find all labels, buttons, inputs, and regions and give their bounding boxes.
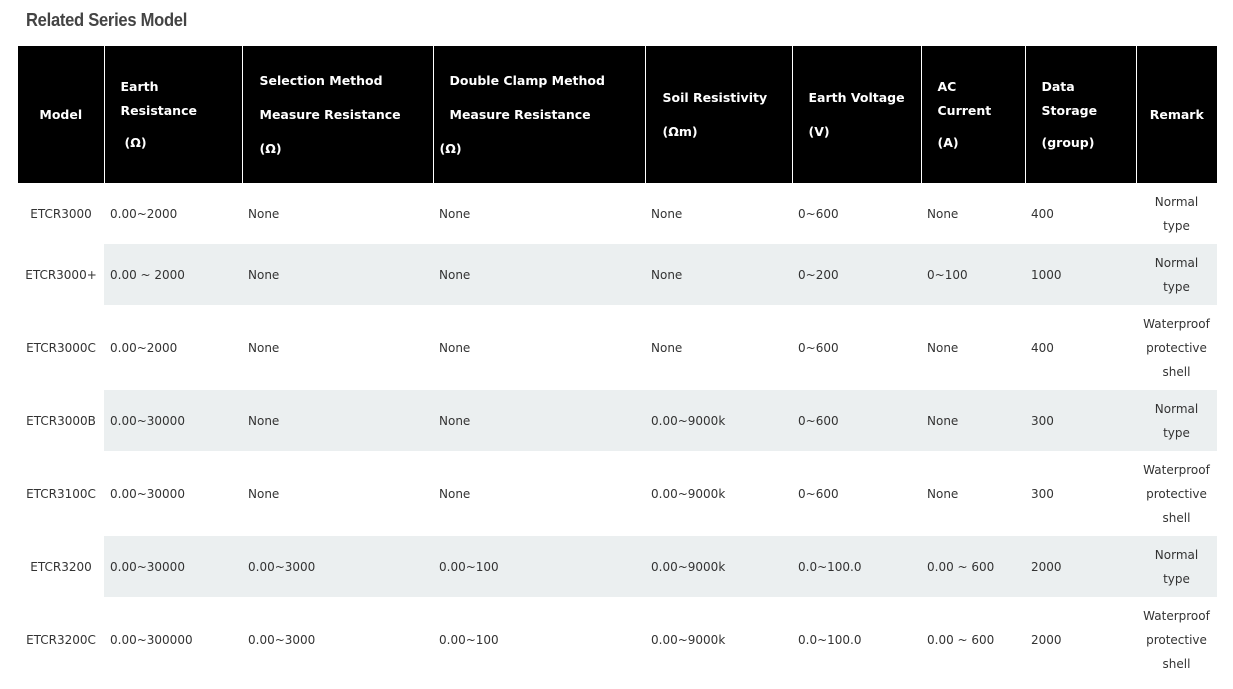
remark-line: shell (1162, 510, 1191, 525)
remark-line: shell (1162, 656, 1191, 671)
cell-model: ETCR3200C (26, 632, 96, 647)
cell-ac-current: None (927, 340, 959, 355)
cell-earth-voltage: 0~600 (798, 340, 839, 355)
cell-model: ETCR3000B (18, 390, 104, 451)
header-double-clamp (433, 46, 645, 183)
cell-earth-voltage: 0.0~100.0 (798, 632, 862, 647)
cell-selection-method: 0.00~3000 (242, 536, 433, 597)
cell-double-clamp: None (433, 390, 645, 451)
header-earth-resistance (104, 46, 242, 183)
header-unit: (Ω) (439, 140, 462, 156)
table-row (18, 536, 1217, 597)
cell-earth-resistance: 0.00~30000 (110, 486, 185, 501)
cell-double-clamp: None (439, 340, 471, 355)
cell-earth-voltage: 0~600 (792, 390, 921, 451)
table-row (18, 183, 1217, 244)
cell-ac-current: None (927, 206, 959, 221)
cell-remark (1136, 183, 1217, 244)
cell-selection-method: None (248, 206, 280, 221)
table-body (18, 183, 1217, 682)
remark-line: type (1163, 425, 1190, 440)
cell-selection-method: 0.00~3000 (248, 632, 316, 647)
remark-line: type (1163, 218, 1190, 233)
cell-soil-resistivity: 0.00~9000k (645, 390, 792, 451)
header-text: Earth (120, 78, 159, 94)
cell-soil-resistivity: None (645, 244, 792, 305)
cell-soil-resistivity: 0.00~9000k (645, 536, 792, 597)
header-text: Measure Resistance (449, 106, 591, 122)
cell-data-storage: 400 (1031, 340, 1054, 355)
cell-model: ETCR3200 (18, 536, 104, 597)
cell-ac-current: None (921, 390, 1025, 451)
cell-model: ETCR3000C (26, 340, 96, 355)
remark-line: type (1163, 571, 1190, 586)
cell-remark (1136, 451, 1217, 536)
cell-double-clamp: None (433, 244, 645, 305)
remark-line: type (1163, 279, 1190, 294)
cell-selection-method: None (242, 244, 433, 305)
header-model (18, 46, 104, 183)
table-row (18, 597, 1217, 682)
header-text: Current (937, 102, 992, 118)
cell-model: ETCR3000 (30, 206, 92, 221)
cell-ac-current: 0~100 (921, 244, 1025, 305)
header-text: Data (1041, 78, 1075, 94)
remark-line: protective (1146, 632, 1207, 647)
cell-double-clamp: 0.00~100 (439, 632, 499, 647)
remark-line: shell (1162, 364, 1191, 379)
cell-soil-resistivity: None (651, 340, 683, 355)
header-soil-resistivity (645, 46, 792, 183)
cell-selection-method: None (248, 340, 280, 355)
header-text: Measure Resistance (259, 106, 401, 122)
table-header (18, 46, 1217, 183)
cell-data-storage: 300 (1031, 486, 1054, 501)
cell-double-clamp: 0.00~100 (433, 536, 645, 597)
header-unit: (A) (937, 134, 959, 150)
cell-soil-resistivity: 0.00~9000k (651, 486, 726, 501)
header-unit: (V) (808, 123, 830, 139)
table-row (18, 305, 1217, 390)
header-remark-label: Remark (1149, 106, 1204, 122)
header-text: Earth Voltage (808, 89, 905, 105)
header-text: Storage (1041, 102, 1098, 118)
table-row (18, 390, 1217, 451)
header-text: Double Clamp Method (449, 72, 605, 88)
header-ac-current (921, 46, 1025, 183)
remark-line: Normal (1154, 547, 1199, 562)
cell-ac-current: 0.00 ~ 600 (927, 632, 995, 647)
remark-line: Normal (1154, 401, 1199, 416)
header-remark (1136, 46, 1217, 183)
spec-table (18, 46, 1217, 682)
remark-line: protective (1146, 340, 1207, 355)
cell-earth-resistance: 0.00~2000 (110, 206, 178, 221)
header-unit: (group) (1041, 134, 1095, 150)
header-data-storage (1025, 46, 1136, 183)
cell-selection-method: None (248, 486, 280, 501)
cell-earth-voltage: 0~200 (792, 244, 921, 305)
header-model-label: Model (39, 106, 83, 122)
cell-remark (1136, 597, 1217, 682)
header-unit: (Ωm) (662, 123, 698, 139)
cell-data-storage: 2000 (1025, 536, 1136, 597)
header-text: AC (937, 78, 957, 94)
cell-remark (1136, 244, 1217, 305)
cell-ac-current: 0.00 ~ 600 (921, 536, 1025, 597)
table-row (18, 451, 1217, 536)
cell-earth-voltage: 0~600 (798, 206, 839, 221)
remark-line: Waterproof (1143, 462, 1210, 477)
header-unit: (Ω) (259, 140, 282, 156)
cell-remark (1136, 390, 1217, 451)
cell-earth-resistance: 0.00~30000 (104, 390, 242, 451)
cell-data-storage: 1000 (1025, 244, 1136, 305)
header-selection-method (242, 46, 433, 183)
cell-data-storage: 400 (1031, 206, 1054, 221)
header-text: Resistance (120, 102, 197, 118)
remark-line: protective (1146, 486, 1207, 501)
cell-remark (1136, 305, 1217, 390)
cell-data-storage: 2000 (1031, 632, 1062, 647)
table-row (18, 244, 1217, 305)
remark-line: Waterproof (1143, 316, 1210, 331)
cell-earth-resistance: 0.00~30000 (104, 536, 242, 597)
remark-line: Normal (1154, 255, 1199, 270)
cell-model: ETCR3100C (26, 486, 96, 501)
cell-soil-resistivity: 0.00~9000k (651, 632, 726, 647)
cell-data-storage: 300 (1025, 390, 1136, 451)
header-earth-voltage (792, 46, 921, 183)
cell-soil-resistivity: None (651, 206, 683, 221)
cell-double-clamp: None (439, 206, 471, 221)
cell-earth-resistance: 0.00~300000 (110, 632, 193, 647)
cell-earth-voltage: 0~600 (798, 486, 839, 501)
header-text: Soil Resistivity (662, 89, 768, 105)
cell-earth-resistance: 0.00~2000 (110, 340, 178, 355)
cell-model: ETCR3000+ (18, 244, 104, 305)
remark-line: Normal (1154, 194, 1199, 209)
header-unit: (Ω) (124, 134, 147, 150)
cell-earth-voltage: 0.0~100.0 (792, 536, 921, 597)
cell-earth-resistance: 0.00 ~ 2000 (104, 244, 242, 305)
page-title: Related Series Model (26, 10, 188, 30)
cell-remark (1136, 536, 1217, 597)
cell-double-clamp: None (439, 486, 471, 501)
header-text: Selection Method (259, 72, 383, 88)
cell-selection-method: None (242, 390, 433, 451)
cell-ac-current: None (927, 486, 959, 501)
remark-line: Waterproof (1143, 608, 1210, 623)
